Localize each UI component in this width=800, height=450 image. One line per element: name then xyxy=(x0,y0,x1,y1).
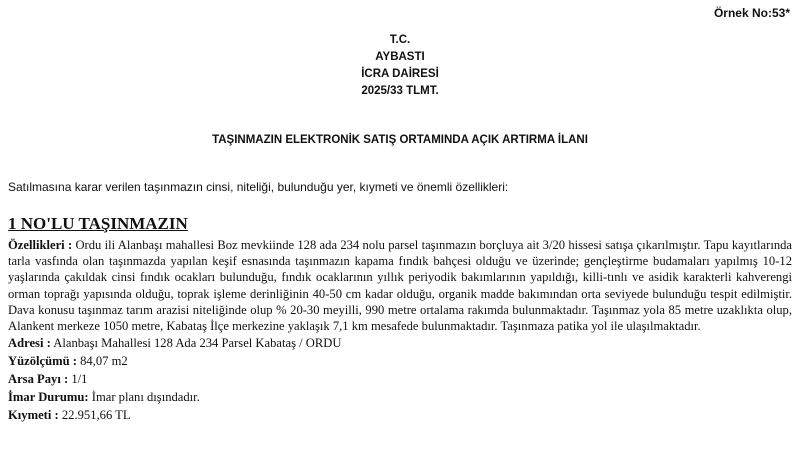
area-label: Yüzölçümü : xyxy=(8,354,77,369)
address-label: Adresi : xyxy=(8,336,51,351)
header-file-number: 2025/33 TLMT. xyxy=(361,85,439,97)
header-country: T.C. xyxy=(389,34,411,46)
zoning-label: İmar Durumu: xyxy=(8,390,89,405)
share-row xyxy=(8,370,792,388)
header-town: AYBASTI xyxy=(375,51,425,63)
value-label: Kıymeti : xyxy=(8,408,59,423)
property-section xyxy=(8,214,792,424)
intro-text: Satılmasına karar verilen taşınmazın cinsi, niteliği, bulunduğu yer, kıymeti ve önemli özellikleri: xyxy=(8,180,509,194)
features-text: Ordu ili Alanbaşı mahallesi Boz mevkiinde 128 ada 234 nolu parsel taşınmazın borçluya ait 3/20 hissesi satışa çıkarılmıştır. Tapu kayıtlarında tarla vasfında olan taşınmazda yapılan keşif esnasında taşınmazın kapama fındık bahçesi olduğu ve üzerinde; gençleştirme budamaları yapılmış 10-12 yaşlarında çakıldak cinsi fındık ocakları bulunduğu, fındık ocaklarının yıllık periyodik bakımlarının yapıldığı, killi-tınlı ve asidik karakterli kahverengi orman toprağı yapısında olduğu, toprak işleme derinliğinin 40-50 cm kadar olduğu, organik madde bakımından orta seviyede bulunduğu tespit edilmiştir. Dava konusu taşınmaz tarım arazisi niteliğinde olup % 20-30 meyilli, 990 metre ortalama rakımda bulunmaktadır. Taşınmaz yola 85 metre uzaklıkta olup, Alankent merkeze 1050 metre, Kabataş İlçe merkezine yaklaşık 7,1 km mesafede bulunmaktadır. Taşınmaza patika yol ile ulaşılmaktadır. xyxy=(8,238,793,334)
address-row xyxy=(8,334,792,352)
area-value: 84,07 m2 xyxy=(80,354,128,369)
features-label: Özellikleri : xyxy=(8,238,73,252)
share-label: Arsa Payı : xyxy=(8,372,69,387)
features-paragraph xyxy=(8,237,792,334)
zoning-row xyxy=(8,388,792,406)
notice-title: TAŞINMAZIN ELEKTRONİK SATIŞ ORTAMINDA AÇIK ARTIRMA İLANI xyxy=(212,134,588,146)
sample-number: Örnek No:53* xyxy=(713,6,790,20)
office-header xyxy=(0,32,800,100)
address-value: Alanbaşı Mahallesi 128 Ada 234 Parsel Kabataş / ORDU xyxy=(53,336,342,351)
value-value: 22.951,66 TL xyxy=(61,408,131,423)
header-office: İCRA DAİRESİ xyxy=(361,68,439,80)
property-heading: 1 NO'LU TAŞINMAZIN xyxy=(8,214,188,233)
zoning-value: İmar planı dışındadır. xyxy=(91,390,200,405)
area-row xyxy=(8,352,792,370)
value-row xyxy=(8,406,792,424)
share-value: 1/1 xyxy=(71,372,88,387)
